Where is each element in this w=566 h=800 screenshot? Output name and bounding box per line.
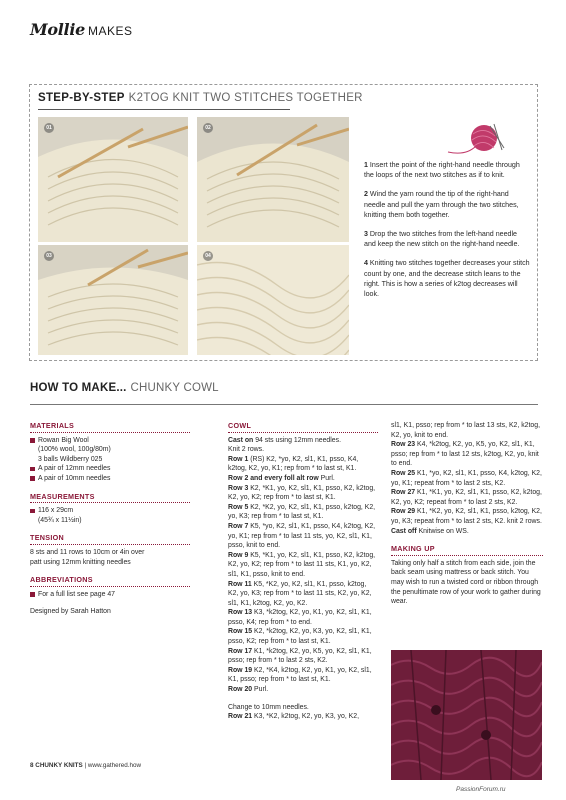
middle-column (228, 421, 378, 722)
cowl-continued-text: sl1, K1, psso; rep from * to last 13 sts, K2, k2tog, K2, yo, knit to end. (391, 422, 540, 439)
pattern-row: Row 17 K1, *k2tog, K2, yo, K5, yo, K2, sl1, K1, psso; rep from * to last 2 sts, K2. (228, 647, 372, 665)
step-photo-2 (197, 117, 349, 242)
page-footer (30, 762, 141, 769)
step-by-step-title (38, 92, 363, 104)
watermark: PassionForum.ru (456, 786, 506, 793)
pattern-row: Row 25 K1, *yo, K2, sl1, K1, psso, K4, k2tog, K2, yo, K1; repeat from * to last 2 sts, K2. (391, 469, 542, 487)
step-photo-1 (38, 117, 188, 242)
cowl-heading: COWL (228, 421, 378, 433)
measurement-sub: (45¾ x 11½in) (38, 516, 82, 524)
sbs-title-light: K2TOG KNIT TWO STITCHES TOGETHER (128, 92, 363, 104)
how-to-make-title (30, 382, 219, 394)
material-item: A pair of 10mm needles (30, 474, 190, 484)
pattern-row: Row 7 K5, *yo, K2, sl1, K1, psso, K4, k2tog, K2, yo, K1; rep from * to last 11 sts, yo, K2, sl1, K1, psso, knit to end. (228, 522, 376, 550)
material-item: Rowan Big Wool (30, 436, 190, 446)
step-photo-4 (197, 245, 349, 355)
htm-underline (30, 404, 538, 405)
pattern-row: Row 2 and every foll alt row Purl. (228, 474, 335, 482)
brand-logo (30, 20, 133, 42)
pattern-row: Row 13 K3, *k2tog, K2, yo, K1, yo, K2, sl1, K1, psso, K4; rep from * to end. (228, 609, 372, 626)
pattern-row: Row 1 (RS) K2, *yo, K2, sl1, K1, psso, K4, k2tog, K2, yo, K1; rep from * to last st, K1. (228, 455, 359, 473)
material-sub: 3 balls Wildberry 025 (38, 455, 103, 463)
yarn-ball-icon (446, 122, 506, 161)
pattern-row: Row 21 K3, *K2, k2tog, K2, yo, K3, yo, K2, (228, 713, 359, 721)
pattern-row: Row 23 K4, *k2tog, K2, yo, K5, yo, K2, sl1, K1, psso; rep from * to last 12 sts, k2tog, K2, yo, knit to end. (391, 441, 539, 468)
magazine-name: CHUNKY KNITS (35, 762, 83, 769)
abbreviations-heading: ABBREVIATIONS (30, 575, 190, 587)
right-column (391, 421, 543, 607)
pattern-row: Row 20 Purl. (228, 686, 269, 694)
left-column (30, 421, 190, 617)
tension-heading: TENSION (30, 533, 190, 545)
making-up-heading: MAKING UP (391, 544, 543, 556)
material-sub: (100% wool, 100g/80m) (38, 446, 111, 454)
measurements-heading: MEASUREMENTS (30, 492, 190, 504)
brand-script: Mollie (30, 20, 85, 39)
tension-text: 8 sts and 11 rows to 10cm or 4in over patt using 12mm knitting needles (30, 548, 145, 566)
sbs-title-bold: STEP-BY-STEP (38, 92, 125, 104)
cowl-photo (391, 650, 542, 780)
making-up-text: Taking only half a stitch from each side, join the back seam using mattress or back stitch. You may wish to run a twisted cord or ribbon through the penultimate row of your work to gather during wear. (391, 559, 541, 606)
pattern-row: Row 9 K5, *K1, yo, K2, sl1, K1, psso, K2, k2tog, K2, yo, K2; rep from * to last 11 sts, K1, yo, K2, sl1, K1, psso, knit to end. (228, 551, 376, 578)
pattern-row: Row 5 K2, *K2, yo, K2, sl1, K1, psso, k2tog, K2, yo, K3; rep from * to last st, K1. (228, 503, 376, 521)
pattern-row: Row 19 K2, *K4, k2tog, K2, yo, K1, yo, K2, sl1, K1, psso; rep from * to last st, K1. (228, 666, 372, 684)
cast-on-line: Cast on 94 sts using 12mm needles. (228, 436, 341, 444)
knit-rows: Knit 2 rows. (228, 446, 264, 454)
measurement-item: 116 x 29cm (30, 506, 190, 516)
brand-makes: MAKES (88, 24, 133, 38)
pattern-row: Row 11 K5, *K2, yo, K2, sl1, K1, psso, k2tog, K2, yo, K3; rep from * to last 11 sts, K2, yo, K2, sl1, K1, k2tog, K2, yo, K2. (228, 580, 372, 607)
htm-title-light: CHUNKY COWL (130, 382, 219, 394)
photo-number-3: 03 (44, 251, 54, 261)
footer-url[interactable]: www.gathered.how (87, 762, 142, 769)
sbs-underline (38, 109, 290, 110)
footer-separator: | (84, 762, 87, 769)
pattern-row: Row 27 K1, *K1, yo, K2, sl1, K1, psso, K2, k2tog, K2, yo, K2; repeat from * to last 2 sts, K2. (391, 489, 542, 506)
photo-number-2: 02 (203, 123, 213, 133)
step-2: 2 Wind the yarn round the tip of the right-hand needle and pull the yarn through the two stitches, knitting them both together. (364, 190, 519, 219)
photo-number-1: 01 (44, 123, 54, 133)
pattern-row: Row 15 K2, *k2tog, K2, yo, K3, yo, K2, sl1, K1, psso, K2; rep from * to last st, K1. (228, 628, 372, 646)
abbreviations-item: For a full list see page 47 (30, 590, 190, 600)
pattern-row: Row 3 K2, *K1, yo, K2, sl1, K1, psso, K2, k2tog, K2, yo, K2; rep from * to last st, K1. (228, 484, 376, 502)
photo-number-4: 04 (203, 251, 213, 261)
step-photo-3 (38, 245, 188, 355)
page-number: 8 (30, 762, 34, 769)
step-1: 1 Insert the point of the right-hand needle through the loops of the next two stitches as if to knit. (364, 161, 520, 180)
htm-title-bold: HOW TO MAKE... (30, 382, 127, 394)
materials-heading: MATERIALS (30, 421, 190, 433)
material-item: A pair of 12mm needles (30, 464, 190, 474)
change-needles: Change to 10mm needles. (228, 703, 309, 711)
cast-off-line: Cast off Knitwise on WS. (391, 527, 469, 535)
step-4: 4 Knitting two stitches together decreases your stitch count by one, and the decrease stitch leans to the right. This is how a series of k2tog decreases will look. (364, 259, 530, 299)
designer-credit: Designed by Sarah Hatton (30, 608, 111, 616)
step-3: 3 Drop the two stitches from the left-hand needle and keep the new stitch on the right-hand needle. (364, 230, 520, 249)
pattern-row: Row 29 K1, *K2, yo, K2, sl1, K1, psso, k2tog, K2, yo, K3; repeat from * to last 2 sts, K2. knit 2 rows. (391, 508, 542, 525)
steps-list (364, 160, 530, 308)
